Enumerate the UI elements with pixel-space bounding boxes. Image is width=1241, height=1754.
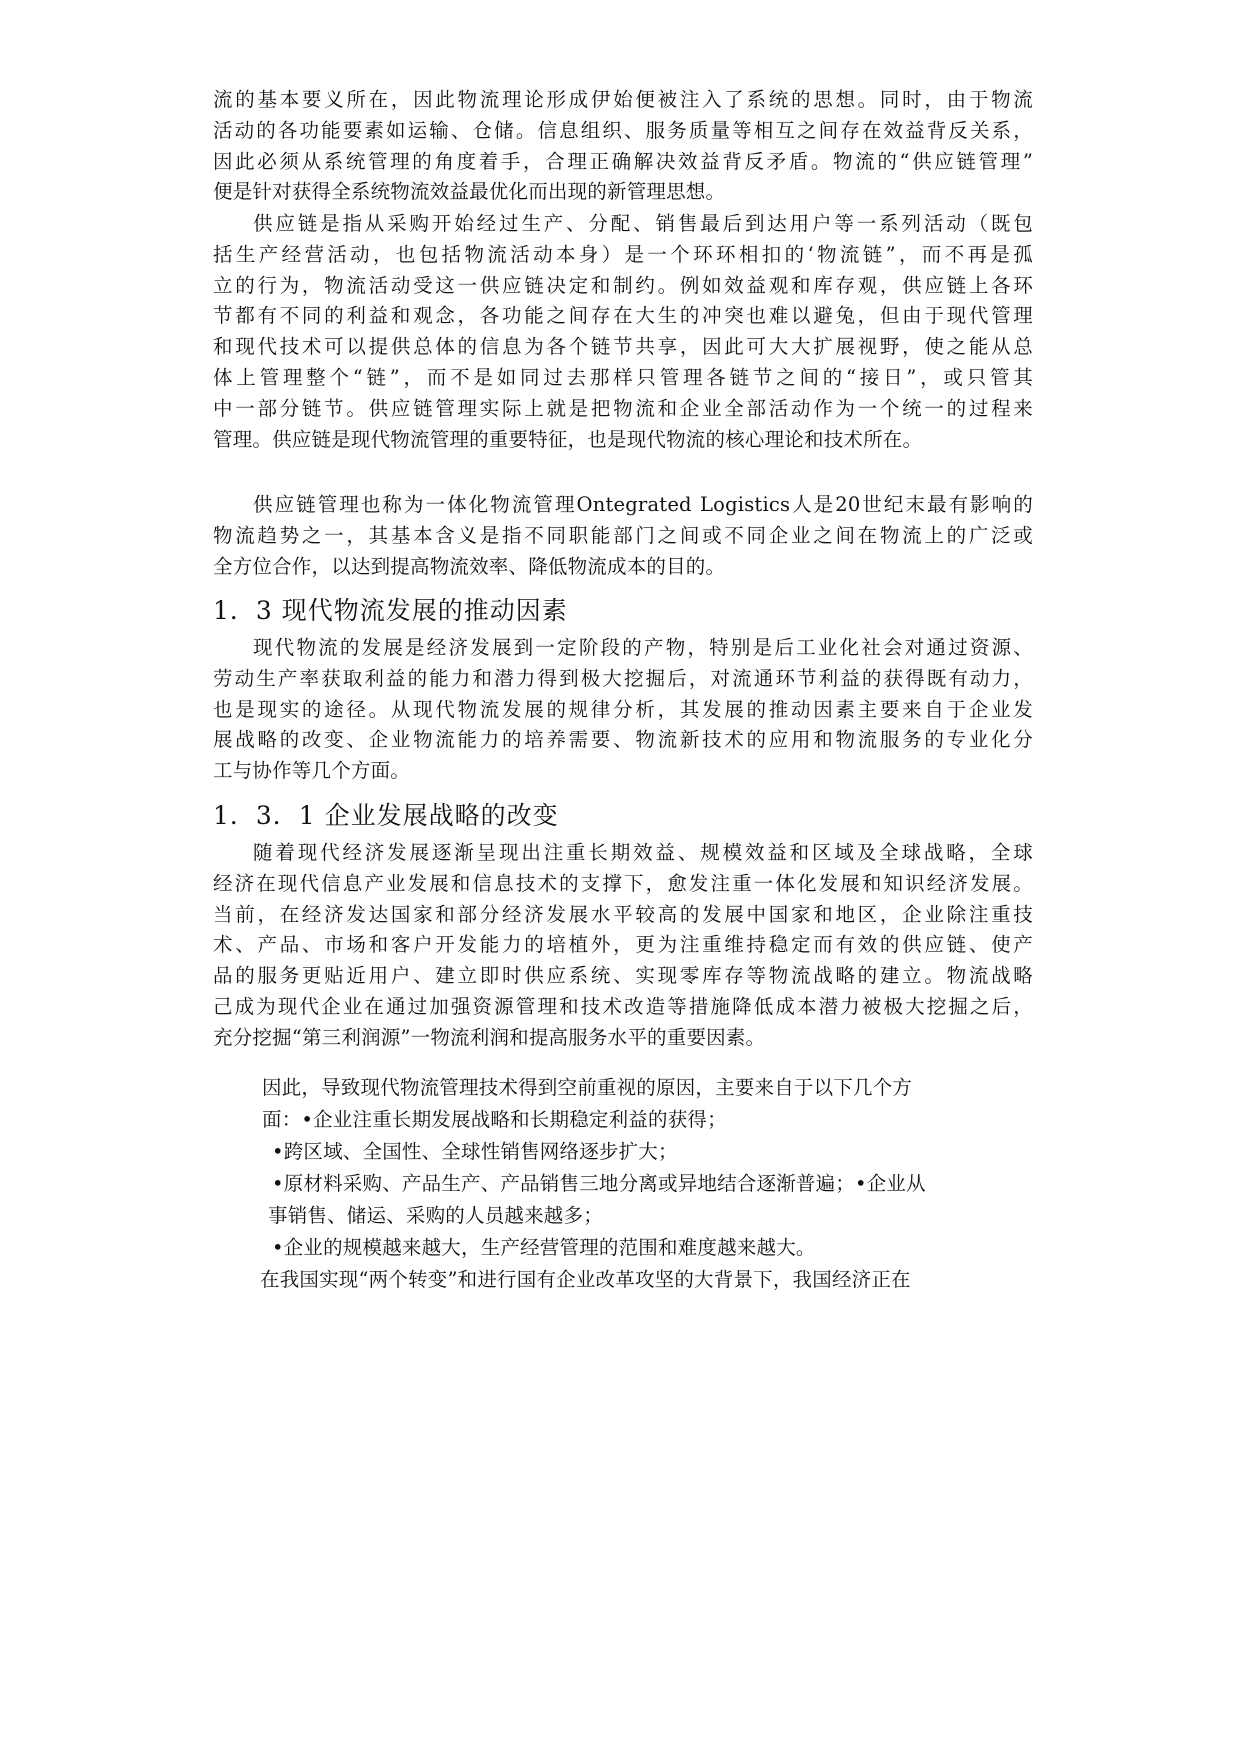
text-line: 物流趋势之一，其基本含义是指不同职能部门之间或不同企业之间在物流上的广泛或 xyxy=(213,523,1033,547)
section-heading-1-3-1 xyxy=(213,800,1033,832)
paragraph-3 xyxy=(213,490,1033,582)
text-line: 充分挖掘“第三利润源”一物流利润和提高服务水平的重要因素。 xyxy=(213,1025,766,1049)
text-line: 活动的各功能要素如运输、仓储。信息组织、服务质量等相互之间存在效益背反关系， xyxy=(213,118,1033,142)
bullet-item: •跨区域、全国性、全球性销售网络逐步扩大； xyxy=(272,1140,678,1163)
text-line: 中一部分链节。供应链管理实际上就是把物流和企业全部活动作为一个统一的过程来 xyxy=(213,396,1033,420)
text-line: 因此必须从系统管理的角度着手，合理正确解决效益背反矛盾。物流的“供应链管理” xyxy=(213,149,1033,173)
text-line: 和现代技术可以提供总体的信息为各个链节共享，因此可大大扩展视野，使之能从总 xyxy=(213,335,1033,359)
text-line: 劳动生产率获取利益的能力和潜力得到极大挖掘后，对流通环节利益的获得既有动力， xyxy=(213,666,1033,690)
bullet-item: •原材料采购、产品生产、产品销售三地分离或异地结合逐渐普遍；•企业从 xyxy=(272,1172,926,1195)
paragraph-2 xyxy=(213,209,1033,455)
text-line: 体上管理整个“链”，而不是如同过去那样只管理各链节之间的“接日”，或只管其 xyxy=(213,365,1033,389)
text-line: 随着现代经济发展逐渐呈现出注重长期效益、规模效益和区域及全球战略，全球 xyxy=(253,841,1033,864)
text-line: 供应链管理也称为一体化物流管理Ontegrated Logistics人是20世纪末最有影响的 xyxy=(253,493,1033,516)
text-line: 全方位合作，以达到提高物流效率、降低物流成本的目的。 xyxy=(213,554,726,578)
text-line: 展战略的改变、企业物流能力的培养需要、物流新技术的应用和物流服务的专业化分 xyxy=(213,728,1033,752)
section-heading-1-3 xyxy=(213,595,1033,627)
paragraph-5 xyxy=(213,838,1033,1054)
section-heading: 1．3．1 企业发展战略的改变 xyxy=(213,801,559,830)
text-line: 便是针对获得全系统物流效益最优化而出现的新管理思想。 xyxy=(213,180,726,204)
bullet-item: •企业的规模越来越大，生产经营管理的范围和难度越来越大。 xyxy=(272,1236,816,1259)
bullet-item: 面：•企业注重长期发展战略和长期稳定利益的获得； xyxy=(262,1108,727,1131)
text-line: 经济在现代信息产业发展和信息技术的支撑下，愈发注重一体化发展和知识经济发展。 xyxy=(213,871,1033,895)
text-line: 管理。供应链是现代物流管理的重要特征，也是现代物流的核心理论和技术所在。 xyxy=(213,427,923,451)
text-line: 品的服务更贴近用户、建立即时供应系统、实现零库存等物流战略的建立。物流战略 xyxy=(213,964,1033,988)
paragraph-6 xyxy=(262,1072,1022,1296)
paragraph-1 xyxy=(213,85,1033,208)
text-line: 括生产经营活动，也包括物流活动本身）是一个环环相扣的‘物流链”，而不再是孤 xyxy=(213,242,1033,266)
text-line: 立的行为，物流活动受这一供应链决定和制约。例如效益观和库存观，供应链上各环 xyxy=(213,273,1033,297)
text-line: 事销售、储运、采购的人员越来越多； xyxy=(268,1204,603,1227)
text-line: 也是现实的途径。从现代物流发展的规律分析，其发展的推动因素主要来自于企业发 xyxy=(213,697,1033,721)
text-line: 节都有不同的利益和观念，各功能之间存在大生的冲突也难以避兔，但由于现代管理 xyxy=(213,304,1033,328)
paragraph-4 xyxy=(213,633,1033,787)
text-line: 术、产品、市场和客户开发能力的培植外，更为注重维持稳定而有效的供应链、使产 xyxy=(213,933,1033,957)
text-line: 当前，在经济发达国家和部分经济发展水平较高的发展中国家和地区，企业除注重技 xyxy=(213,902,1033,926)
text-line: 流的基本要义所在，因此物流理论形成伊始便被注入了系统的思想。同时，由于物流 xyxy=(213,88,1033,111)
text-line: 现代物流的发展是经济发展到一定阶段的产物，特别是后工业化社会对通过资源、 xyxy=(253,636,1033,659)
text-line: 在我国实现“两个转变”和进行国有企业改革攻坚的大背景下，我国经济正在 xyxy=(260,1268,911,1291)
text-line: 己成为现代企业在通过加强资源管理和技术改造等措施降低成本潜力被极大挖掘之后， xyxy=(213,994,1033,1018)
section-heading: 1．3 现代物流发展的推动因素 xyxy=(213,596,568,625)
text-line: 工与协作等几个方面。 xyxy=(213,759,411,783)
text-line: 供应链是指从采购开始经过生产、分配、销售最后到达用户等一系列活动（既包 xyxy=(253,212,1033,235)
text-line: 因此，导致现代物流管理技术得到空前重视的原因，主要来自于以下几个方 xyxy=(262,1076,913,1099)
